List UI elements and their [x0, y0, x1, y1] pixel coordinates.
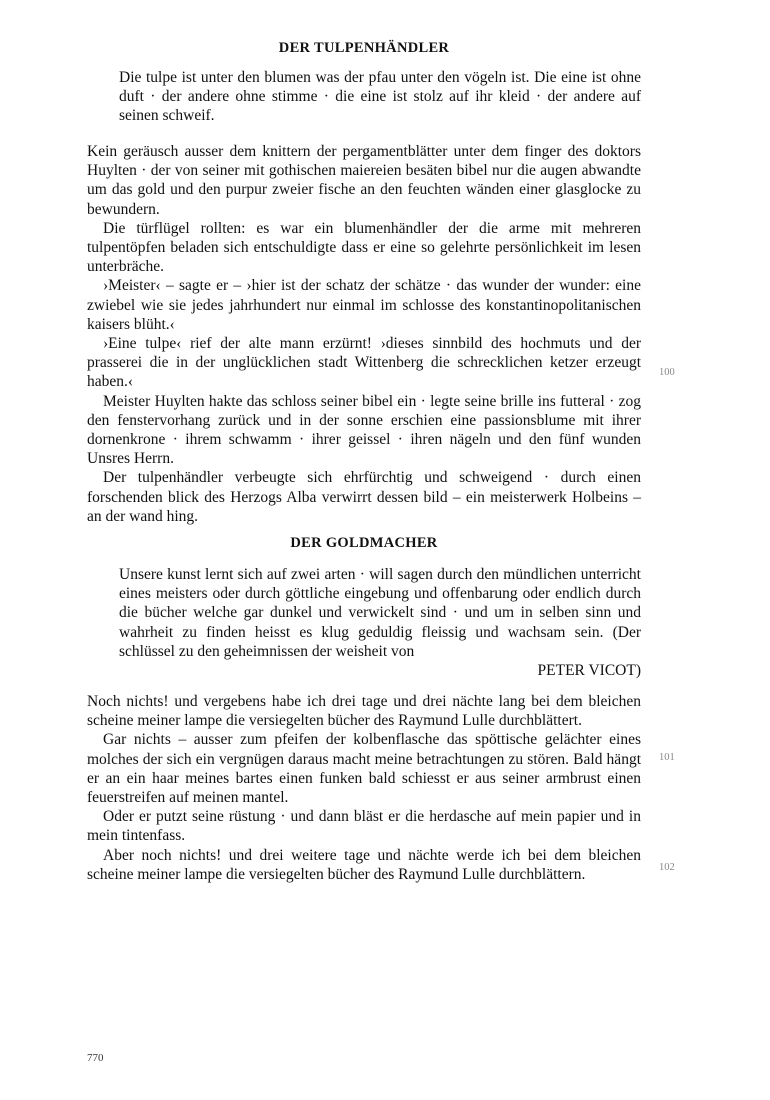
paragraph: Meister Huylten hakte das schloss seiner bibel ein · legte seine brille ins futteral · zog den fenstervorhang zurück und in der sonne erschien eine passionsblume mit ihrer dornenkrone · ihrem schwamm · ihrer geissel · ihren nägeln und den fünf wunden Unsres Herrn. [87, 392, 641, 468]
margin-line-number: 101 [659, 752, 675, 763]
section-title-goldmacher: DER GOLDMACHER [290, 535, 438, 551]
paragraph: Gar nichts – ausser zum pfeifen der kolbenflasche das spöttische gelächter eines molches der sich ein vergnügen daraus macht meine betrachtungen zu stören. Bald hängt er an ein haar meines bartes einen funken bald schiesst er aus seiner armbrust einen feuerstreifen auf meinen mantel. [87, 731, 641, 807]
paragraph: ›Meister‹ – sagte er – ›hier ist der schatz der schätze · das wunder der wunder: eine zwiebel wie sie jedes jahrhundert nur einmal im schlosse des konstantinopolitanischen kaisers blüht.‹ [87, 277, 641, 333]
section-body-goldmacher [87, 692, 641, 884]
margin-line-number: 102 [659, 862, 675, 873]
paragraph: Der tulpenhändler verbeugte sich ehrfürchtig und schweigend · durch einen forschenden blick des Herzogs Alba verwirrt dessen bild – ein meisterwerk Holbeins – an der wand hing. [87, 469, 641, 525]
paragraph: Noch nichts! und vergebens habe ich drei tage und drei nächte lang bei dem bleichen scheine meiner lampe die versiegelten bücher des Raymund Lulle durchblättert. [87, 693, 641, 730]
motto-text: Unsere kunst lernt sich auf zwei arten · will sagen durch den mündlichen unterricht eines meisters oder durch göttliche eingebung und offenbarung oder endlich durch die bücher welche gar dunkel und verwickelt sind · und um in selben sinn und wahrheit zu finden heisst es klug geduldig fleissig und wachsam sein. (Der schlüssel zu den geheimnissen der weisheit von [119, 566, 641, 660]
section-title-tulpenhaendler: DER TULPENHÄNDLER [278, 40, 450, 56]
paragraph: Aber noch nichts! und drei weitere tage und nächte werde ich bei dem bleichen scheine meiner lampe die versiegelten bücher des Raymund Lulle durchblättern. [87, 846, 641, 883]
section-body-tulpenhaendler [87, 142, 641, 526]
motto-tulpenhaendler: Die tulpe ist unter den blumen was der pfau unter den vögeln ist. Die eine ist ohne duft · der andere ohne stimme · die eine ist stolz auf ihr kleid · der andere auf seinen schweif. [119, 69, 641, 125]
paragraph: Kein geräusch ausser dem knittern der pergamentblätter unter dem finger des doktors Huylten · der von seiner mit gothischen maiereien besäten bibel nur die augen abwandte um das gold und den purpur zweier fische an den feuchten wänden einer glasglocke zu bewundern. [87, 143, 641, 218]
motto-goldmacher [119, 565, 641, 680]
paragraph: Oder er putzt seine rüstung · und dann bläst er die herdasche auf mein papier und in mein tintenfass. [87, 808, 641, 845]
book-page [87, 0, 641, 1100]
paragraph: ›Eine tulpe‹ rief der alte mann erzürnt! ›dieses sinnbild des hochmuts und der prasserei die in der unglücklichen stadt Wittenberg die schrecklichen ketzer erzeugt haben.‹ [87, 335, 641, 391]
margin-line-number: 100 [659, 367, 675, 378]
page-number: 770 [87, 1052, 104, 1064]
paragraph: Die türflügel rollten: es war ein blumenhändler der die arme mit mehreren tulpentöpfen beladen sich entschuldigte dass er eine so gelehrte persönlichkeit im lesen unterbräche. [87, 219, 641, 276]
motto-signature: PETER VICOT) [537, 662, 641, 680]
